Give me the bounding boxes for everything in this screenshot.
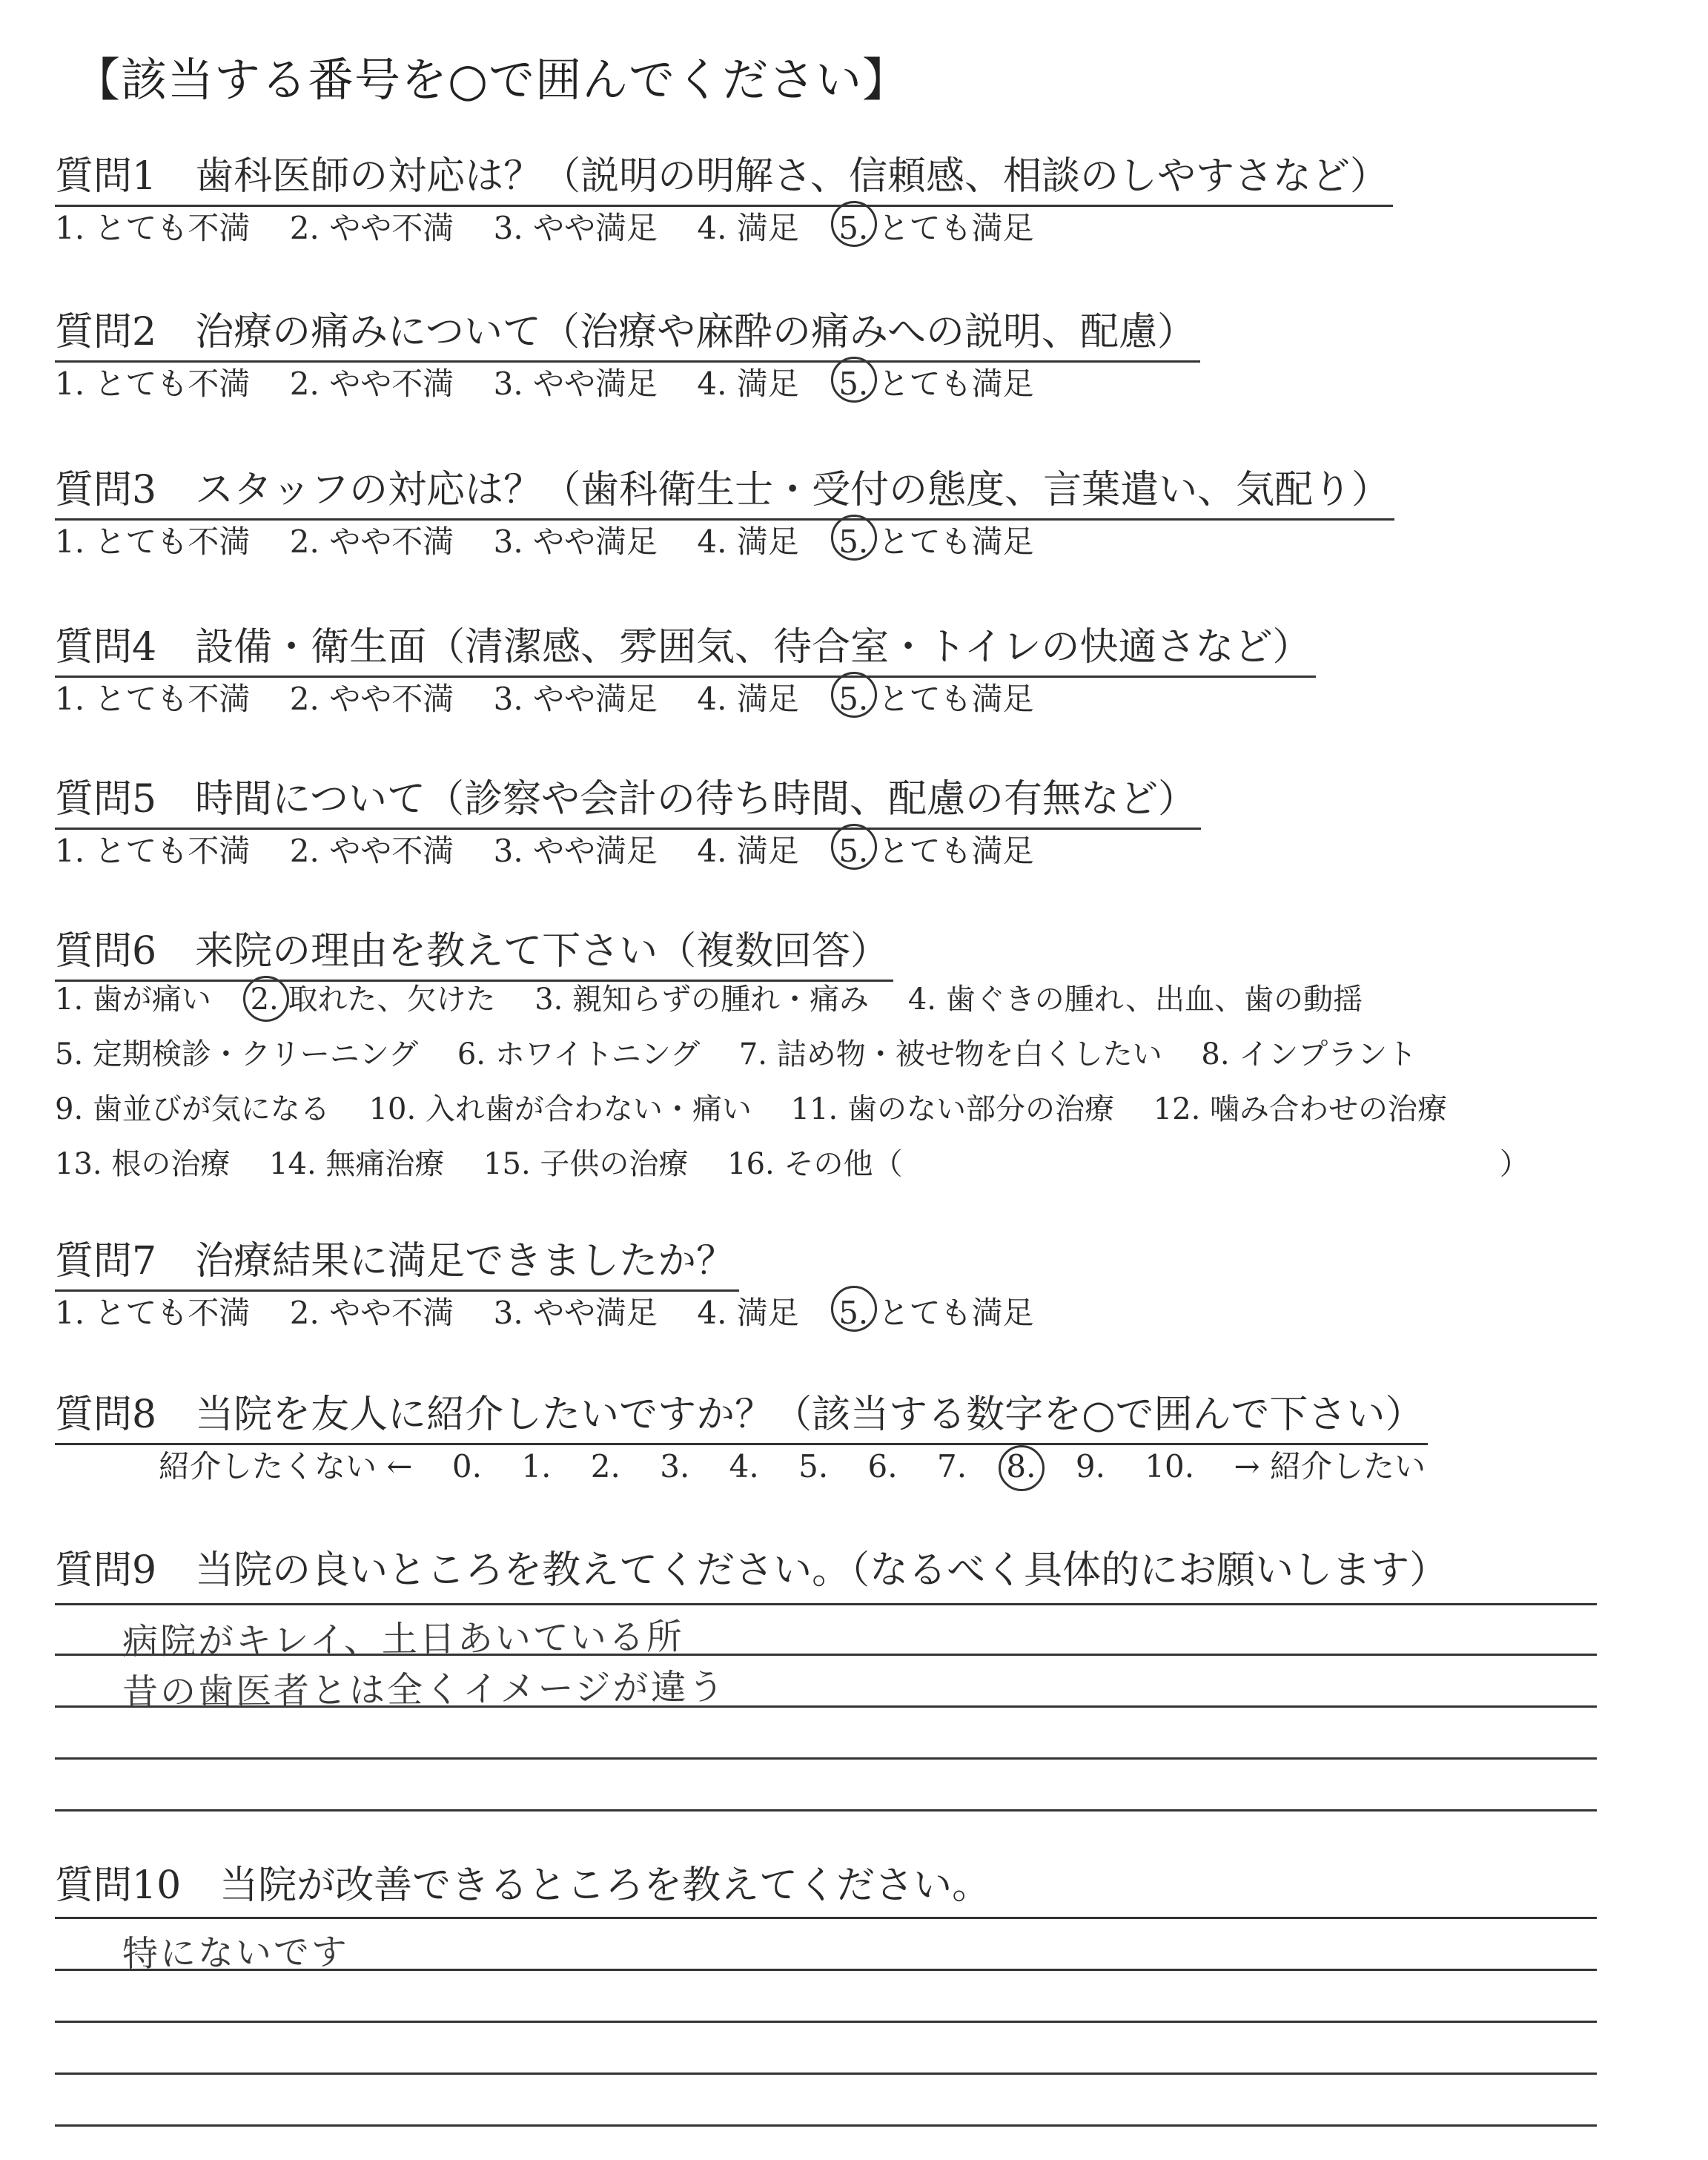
question-5-title: 質問5 時間について（診察や会計の待ち時間、配慮の有無など） — [55, 767, 1201, 830]
scale-8-selected[interactable]: 8. — [1006, 1448, 1036, 1484]
question-3-title: 質問3 スタッフの対応は？（歯科衛生士・受付の態度、言葉遣い、気配り） — [55, 458, 1394, 521]
option-3[interactable]: 3. やや満足 — [493, 1295, 658, 1331]
option-5-selected[interactable]: 5. とても満足 — [838, 1289, 1033, 1333]
option-5-selected[interactable]: 5. とても満足 — [838, 518, 1033, 562]
option-4[interactable]: 4. 満足 — [697, 681, 799, 717]
question-8-scale — [159, 1442, 1426, 1487]
question-9-title: 質問9 当院の良いところを教えてください。（なるべく具体的にお願いします） — [55, 1548, 1449, 1593]
q9-handwritten-answer-2: 昔の歯医者とは全くイメージが違う — [122, 1666, 726, 1714]
reason-9[interactable]: 9. 歯並びが気になる — [55, 1092, 330, 1126]
option-2[interactable]: 2. やや不満 — [289, 366, 454, 402]
option-4[interactable]: 4. 満足 — [697, 366, 799, 402]
question-3 — [55, 458, 1394, 560]
question-10-title: 質問10 当院が改善できるところを教えてください。 — [55, 1863, 991, 1908]
question-7 — [55, 1229, 1034, 1331]
scale-2[interactable]: 2. — [590, 1448, 620, 1484]
scale-6[interactable]: 6. — [867, 1448, 898, 1484]
question-2 — [55, 300, 1200, 402]
reason-4[interactable]: 4. 歯ぐきの腫れ、出血、歯の動揺 — [907, 982, 1363, 1017]
other-close-paren: ） — [1499, 1147, 1529, 1181]
q9-handwritten-answer-1: 病院がキレイ、土日あいている所 — [122, 1616, 685, 1663]
option-4[interactable]: 4. 満足 — [697, 210, 799, 246]
answer-line — [55, 1603, 1597, 1605]
option-4[interactable]: 4. 満足 — [697, 1295, 799, 1331]
question-7-title: 質問7 治療結果に満足できましたか？ — [55, 1229, 739, 1292]
option-3[interactable]: 3. やや満足 — [493, 210, 658, 246]
answer-line — [55, 2021, 1597, 2023]
reason-16[interactable]: 16. その他（ — [727, 1147, 903, 1181]
option-2[interactable]: 2. やや不満 — [289, 524, 454, 560]
option-2[interactable]: 2. やや不満 — [289, 210, 454, 246]
scale-3[interactable]: 3. — [660, 1448, 690, 1484]
question-6-options — [55, 979, 1529, 1198]
q10-handwritten-answer: 特にないです — [122, 1931, 350, 1975]
scale-5[interactable]: 5. — [798, 1448, 829, 1484]
option-5-selected[interactable]: 5. とても満足 — [838, 827, 1033, 871]
option-2[interactable]: 2. やや不満 — [289, 681, 454, 717]
option-3[interactable]: 3. やや満足 — [493, 681, 658, 717]
question-10 — [55, 1854, 990, 1909]
reason-13[interactable]: 13. 根の治療 — [55, 1147, 231, 1181]
reason-row-1 — [55, 979, 1529, 1020]
answer-line — [55, 1917, 1597, 1919]
option-1[interactable]: 1. とても不満 — [55, 210, 251, 246]
reason-8[interactable]: 8. インプラント — [1201, 1037, 1417, 1071]
option-1[interactable]: 1. とても不満 — [55, 524, 251, 560]
reason-2-selected[interactable]: 2. 取れた、欠けた — [251, 979, 496, 1020]
question-4-title: 質問4 設備・衛生面（清潔感、雰囲気、待合室・トイレの快適さなど） — [55, 615, 1316, 678]
answer-line — [55, 2073, 1597, 2075]
question-9 — [55, 1539, 1448, 1594]
option-1[interactable]: 1. とても不満 — [55, 681, 251, 717]
reason-row-4 — [55, 1143, 1529, 1185]
option-1[interactable]: 1. とても不満 — [55, 366, 251, 402]
scale-9[interactable]: 9. — [1075, 1448, 1105, 1484]
question-7-options — [55, 1289, 1034, 1333]
option-3[interactable]: 3. やや満足 — [493, 833, 658, 869]
option-4[interactable]: 4. 満足 — [697, 524, 799, 560]
scale-1[interactable]: 1. — [521, 1448, 552, 1484]
reason-row-2 — [55, 1034, 1529, 1075]
question-1-title: 質問1 歯科医師の対応は？（説明の明解さ、信頼感、相談のしやすさなど） — [55, 145, 1393, 207]
option-3[interactable]: 3. やや満足 — [493, 524, 658, 560]
reason-10[interactable]: 10. 入れ歯が合わない・痛い — [368, 1092, 752, 1126]
option-1[interactable]: 1. とても不満 — [55, 833, 251, 869]
reason-15[interactable]: 15. 子供の治療 — [483, 1147, 689, 1181]
reason-1[interactable]: 1. 歯が痛い — [55, 982, 211, 1017]
reason-6[interactable]: 6. ホワイトニング — [457, 1037, 701, 1071]
reason-row-3 — [55, 1089, 1529, 1130]
question-6 — [55, 919, 1529, 1181]
scale-left-label: 紹介したくない ← — [159, 1448, 413, 1484]
scale-10[interactable]: 10. — [1145, 1448, 1195, 1484]
reason-11[interactable]: 11. 歯のない部分の治療 — [790, 1092, 1114, 1126]
option-5-selected[interactable]: 5. とても満足 — [838, 360, 1033, 404]
option-2[interactable]: 2. やや不満 — [289, 833, 454, 869]
question-4-options — [55, 675, 1034, 719]
scale-4[interactable]: 4. — [729, 1448, 759, 1484]
option-3[interactable]: 3. やや満足 — [493, 366, 658, 402]
question-2-options — [55, 360, 1034, 404]
option-5-selected[interactable]: 5. とても満足 — [838, 204, 1033, 248]
question-8 — [55, 1383, 1428, 1484]
answer-line — [55, 1809, 1597, 1811]
option-2[interactable]: 2. やや不満 — [289, 1295, 454, 1331]
reason-12[interactable]: 12. 噛み合わせの治療 — [1153, 1092, 1448, 1126]
scale-7[interactable]: 7. — [936, 1448, 967, 1484]
option-4[interactable]: 4. 満足 — [697, 833, 799, 869]
answer-line — [55, 2124, 1597, 2127]
question-5-options — [55, 827, 1034, 871]
answer-line — [55, 1757, 1597, 1760]
page-heading: 【該当する番号を○で囲んでください】 — [74, 53, 910, 107]
reason-5[interactable]: 5. 定期検診・クリーニング — [55, 1037, 419, 1071]
question-4 — [55, 615, 1316, 717]
reason-3[interactable]: 3. 親知らずの腫れ・痛み — [534, 982, 870, 1017]
scale-right-label: → 紹介したい — [1234, 1448, 1426, 1484]
reason-14[interactable]: 14. 無痛治療 — [269, 1147, 445, 1181]
question-5 — [55, 767, 1201, 869]
option-1[interactable]: 1. とても不満 — [55, 1295, 251, 1331]
reason-7[interactable]: 7. 詰め物・被せ物を白くしたい — [738, 1037, 1162, 1071]
question-6-title: 質問6 来院の理由を教えて下さい（複数回答） — [55, 919, 893, 982]
question-8-title: 質問8 当院を友人に紹介したいですか？（該当する数字を○で囲んで下さい） — [55, 1383, 1428, 1445]
question-2-title: 質問2 治療の痛みについて（治療や麻酔の痛みへの説明、配慮） — [55, 300, 1200, 363]
scale-0[interactable]: 0. — [451, 1448, 482, 1484]
question-1-options — [55, 204, 1034, 248]
question-3-options — [55, 518, 1034, 562]
option-5-selected[interactable]: 5. とても満足 — [838, 675, 1033, 719]
question-1 — [55, 145, 1393, 246]
